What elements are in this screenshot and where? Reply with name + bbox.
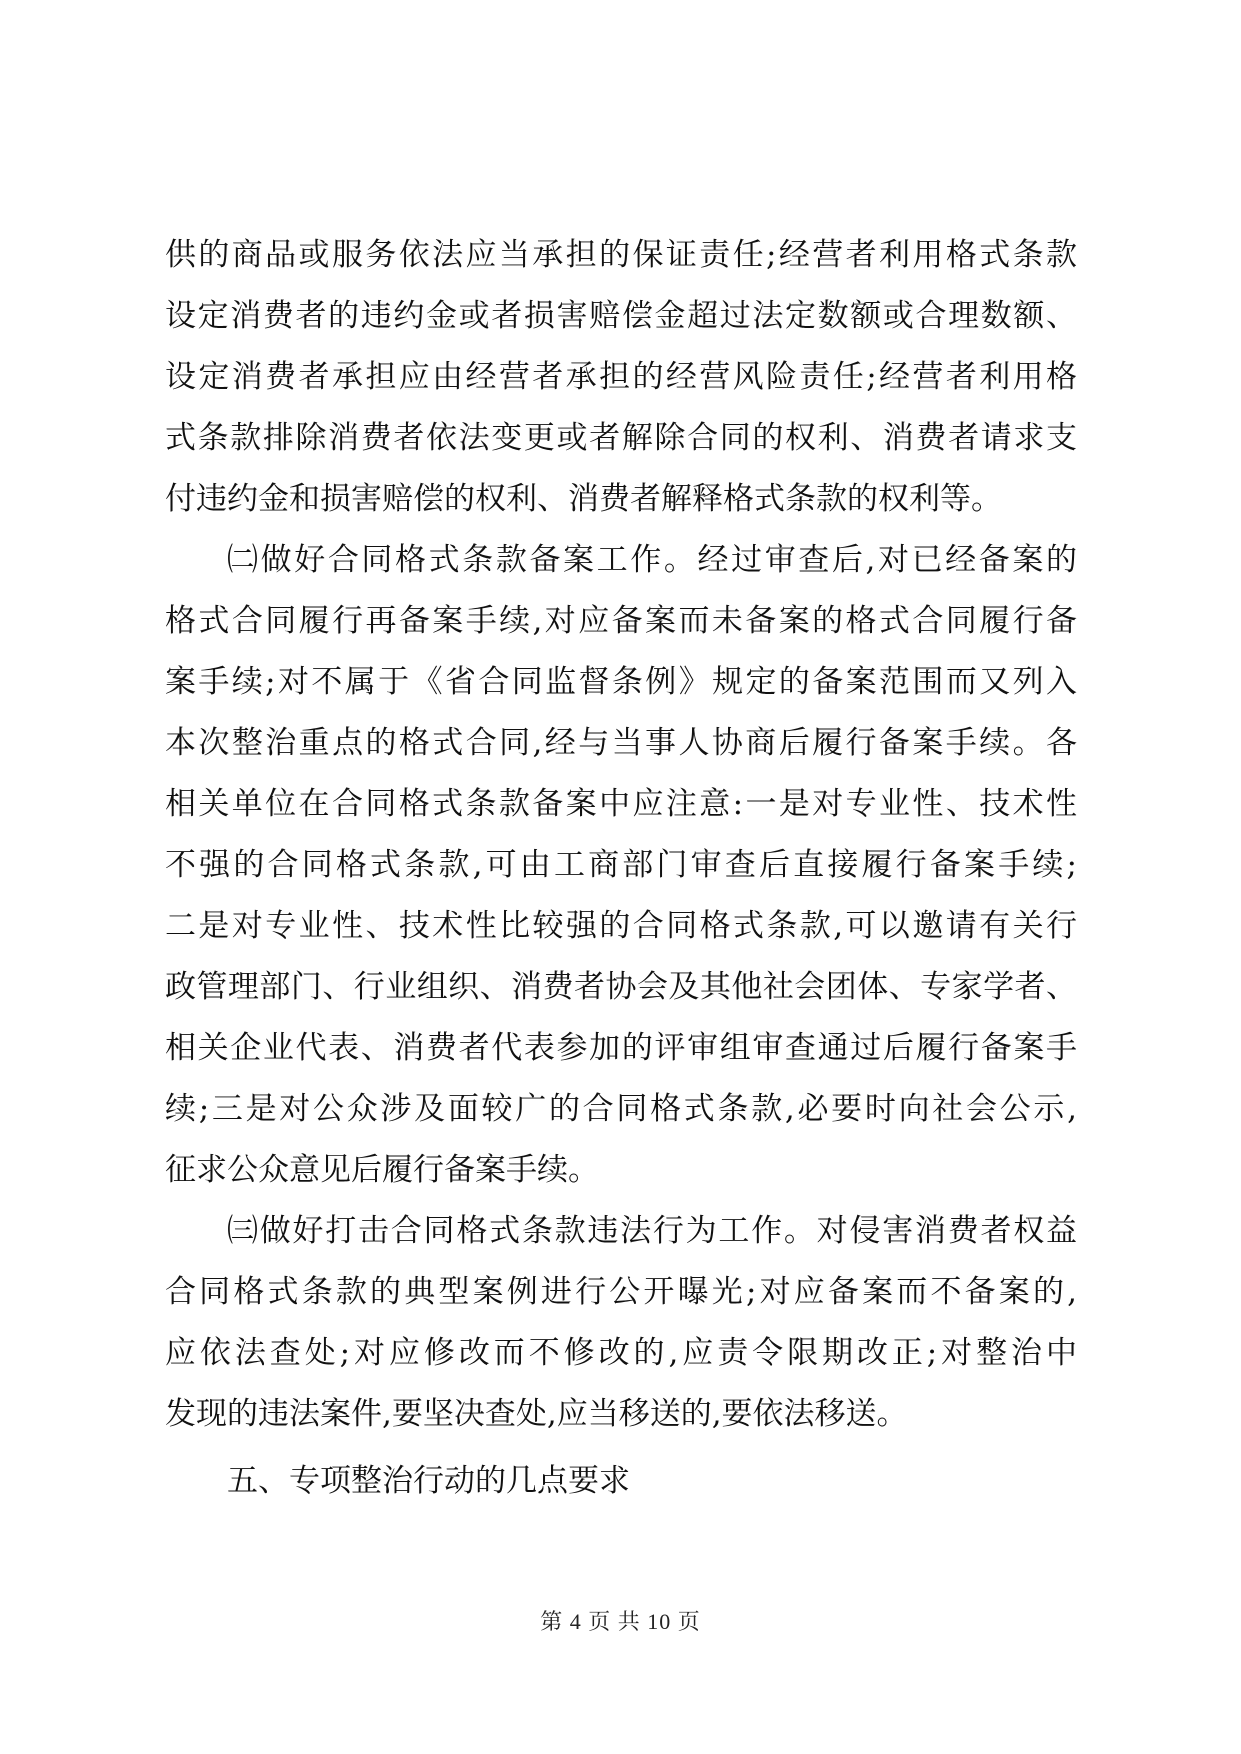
text-line: 续;三是对公众涉及面较广的合同格式条款,必要时向社会公示, [165,1091,1077,1127]
text-line: 格式合同履行再备案手续,对应备案而未备案的格式合同履行备 [165,603,1077,639]
text-line: 征求公众意见后履行备案手续。 [165,1152,599,1188]
text-line: ㈡做好合同格式条款备案工作。经过审查后,对已经备案的 [227,542,1077,578]
text-line: 式条款排除消费者依法变更或者解除合同的权利、消费者请求支 [165,420,1077,456]
text-line: 供的商品或服务依法应当承担的保证责任;经营者利用格式条款 [165,237,1077,273]
text-line: 不强的合同格式条款,可由工商部门审查后直接履行备案手续; [165,847,1077,883]
text-line: 合同格式条款的典型案例进行公开曝光;对应备案而不备案的, [165,1274,1077,1310]
text-line: 发现的违法案件,要坚决查处,应当移送的,要依法移送。 [165,1396,908,1432]
text-line: 相关企业代表、消费者代表参加的评审组审查通过后履行备案手 [165,1030,1077,1066]
section-heading: 五、专项整治行动的几点要求 [227,1463,630,1499]
text-line: 付违约金和损害赔偿的权利、消费者解释格式条款的权利等。 [165,481,1002,517]
text-line: 设定消费者承担应由经营者承担的经营风险责任;经营者利用格 [165,359,1077,395]
document-body [165,225,1077,1512]
text-line: ㈢做好打击合同格式条款违法行为工作。对侵害消费者权益 [227,1213,1077,1249]
text-line: 案手续;对不属于《省合同监督条例》规定的备案范围而又列入 [165,664,1077,700]
text-line: 政管理部门、行业组织、消费者协会及其他社会团体、专家学者、 [165,969,1077,1005]
text-line: 相关单位在合同格式条款备案中应注意:一是对专业性、技术性 [165,786,1077,822]
text-line: 二是对专业性、技术性比较强的合同格式条款,可以邀请有关行 [165,908,1077,944]
text-line: 设定消费者的违约金或者损害赔偿金超过法定数额或合理数额、 [165,298,1077,334]
text-line: 本次整治重点的格式合同,经与当事人协商后履行备案手续。各 [165,725,1077,761]
page-number-footer: 第 4 页 共 10 页 [540,1609,701,1634]
text-line: 应依法查处;对应修改而不修改的,应责令限期改正;对整治中 [165,1335,1077,1371]
